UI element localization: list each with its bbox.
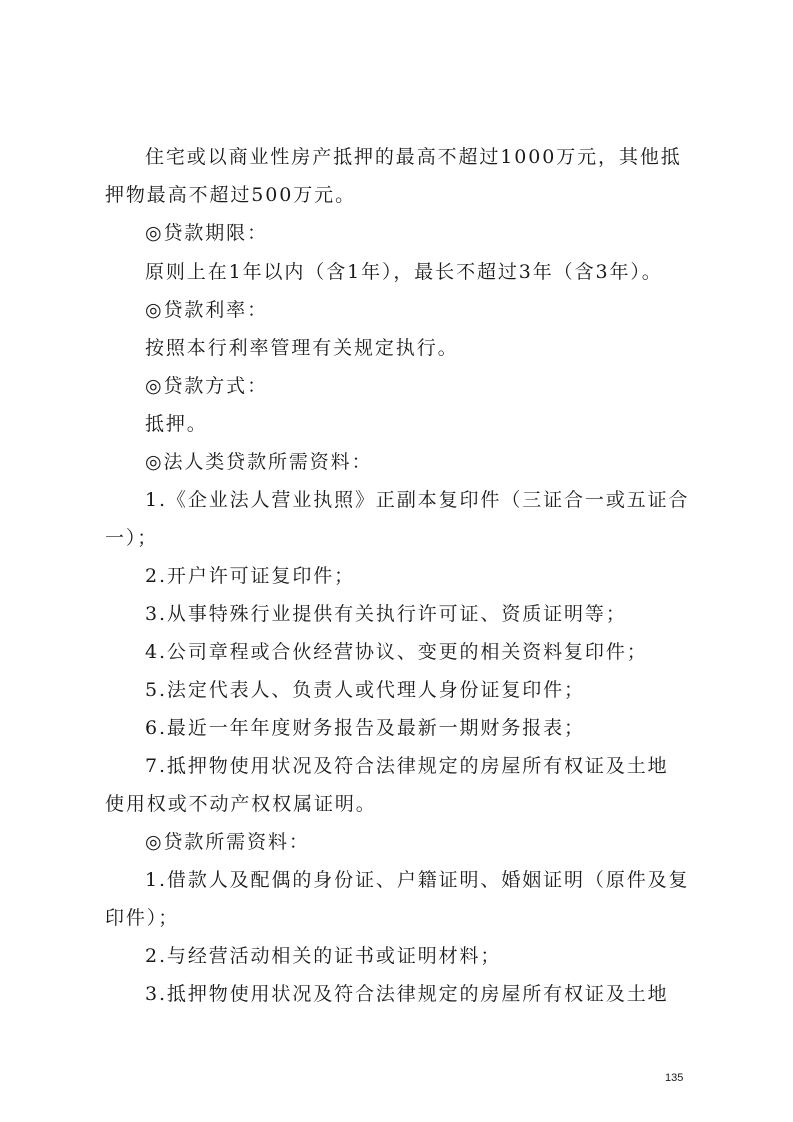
body-text-line: 按照本行利率管理有关规定执行。 xyxy=(145,337,459,359)
list-item-continuation: 印件）； xyxy=(105,907,180,929)
list-item: 3.从事特殊行业提供有关执行许可证、资质证明等； xyxy=(145,603,627,625)
body-text-line: 住宅或以商业性房产抵押的最高不超过1000万元，其他抵 xyxy=(145,146,682,168)
list-item-continuation: 使用权或不动产权权属证明。 xyxy=(105,793,377,815)
list-item-continuation: 一）； xyxy=(105,527,159,549)
page-number: 135 xyxy=(665,1072,684,1084)
section-heading-corporate-materials: ◎法人类贷款所需资料： xyxy=(145,451,373,473)
body-text-line: 抵押。 xyxy=(145,413,208,435)
list-item: 1.借款人及配偶的身份证、户籍证明、婚姻证明（原件及复 xyxy=(145,869,690,891)
section-heading-loan-materials: ◎贷款所需资料： xyxy=(145,831,310,853)
list-item: 3.抵押物使用状况及符合法律规定的房屋所有权证及土地 xyxy=(145,983,669,1005)
section-heading-loan-term: ◎贷款期限： xyxy=(145,222,268,244)
body-text-line: 押物最高不超过500万元。 xyxy=(105,184,356,206)
body-text-line: 原则上在1年以内（含1年），最长不超过3年（含3年）。 xyxy=(145,261,663,283)
section-heading-interest-rate: ◎贷款利率： xyxy=(145,299,268,321)
list-item: 4.公司章程或合伙经营协议、变更的相关资料复印件； xyxy=(145,641,648,663)
list-item: 6.最近一年年度财务报告及最新一期财务报表； xyxy=(145,717,585,739)
list-item: 2.开户许可证复印件； xyxy=(145,565,356,587)
list-item: 7.抵押物使用状况及符合法律规定的房屋所有权证及土地 xyxy=(145,755,669,777)
list-item: 2.与经营活动相关的证书或证明材料； xyxy=(145,945,502,967)
list-item: 1.《企业法人营业执照》正副本复印件（三证合一或五证合 xyxy=(145,489,690,511)
list-item: 5.法定代表人、负责人或代理人身份证复印件； xyxy=(145,679,585,701)
section-heading-loan-method: ◎贷款方式： xyxy=(145,375,268,397)
